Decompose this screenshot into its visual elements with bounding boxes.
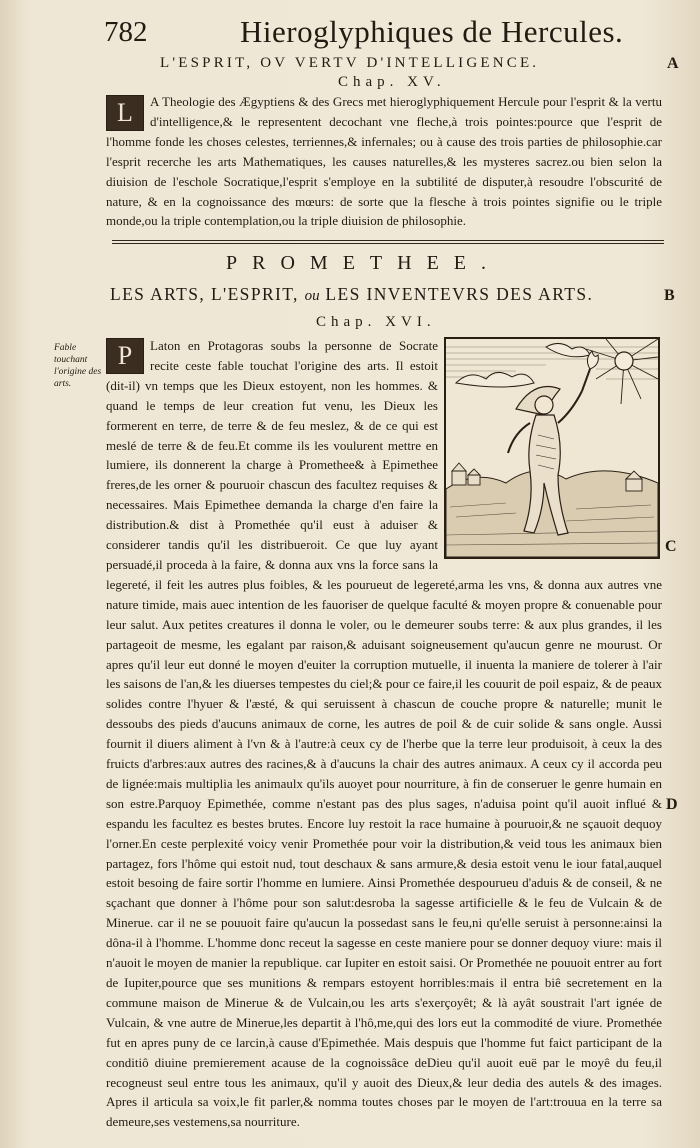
dropcap-l	[106, 95, 144, 131]
subtitle-part-b: LES INVENTEVRS DES ARTS.	[325, 284, 594, 304]
promethee-subtitle	[110, 284, 593, 305]
page-number: 782	[104, 16, 148, 48]
illustration-spacer	[438, 336, 662, 560]
dropcap-letter-p: P	[117, 341, 133, 370]
margin-note: Fable touchant l'origine des arts.	[54, 343, 102, 389]
dropcap-letter: L	[117, 98, 133, 127]
chapter-xvi-text	[106, 336, 662, 1130]
section-title: L'ESPRIT, OV VERTV D'INTELLIGENCE.	[160, 55, 540, 71]
chapter-xvi-paragraph: Laton en Protagoras soubs la personne de Socrate recite ceste fable touchat l'origine des arts. Il estoit (dit-il) vn temps que les Dieux estoyent, non les hommes. & quand le temps de leur creation fut venu, les Dieux les formerent en terre, de terre & de feu meslez, & de ce qui est meslé de terre & de feu.Et comme ils les voulurent mettre en lumiere, ils donnerent la charge à Promethee& à Epimethee freres,de les orner & pouruoir chascun des facultez requises & necessaires. Mais Epimethee demanda la charge d'en faire la distribution.& dist à Promethée qu'il eust à aduiser & considerer tandis qu'il les distribueroit. Ce que luy ayant persuadé,il proceda à la faire, & donna aux vns la force sans la legereté, il feit les autres plus foibles, & les pourueut de legereté,arma les vns, & donna aux autres vne nature timide, mais auec intention de les fauoriser de quelque faculté & moyen propre & conuenable pour leur salut. Aux petites creatures il donna le voler, ou le demeurer soubs terre: & aux plus grandes, il les partageoit de mesme, les egalant par raison,& aduisant soigneusement qu'aucun genre ne mourust. Or apres qu'il leur eut donné le moyen d'euiter la corruption mutuelle, il inuenta la maniere de tolerer à l'air les saisons de l'an,& les diuerses tempestes du ciel;& pour ce faire,il les couurit de poil espaiz, & de peaux solides contre l'hyuer & l'æsté, & qui seruissent à chascun de couche propre & naturelle; munit le dessoubs des pieds d'aucuns animaux de corne, les autres de poil & de cuir solide & sans ongle. Aussi fournit il diuers aliment à l'vn & à l'autre:à ceux cy de l'herbe que la terre leur produisoit, à ceux la des fruicts d'arbres:aux autres des racines,& à d'aucuns la chair des autres animaux. A ceux cy il accorda peu de lignée:mais multiplia les animaulx qu'ils auoyet pour nourriture, à fin de conseruer le genre humain en son estre.Parquoy Epimethée, comme n'estant pas des plus sages, n'aduisa point qu'il auoit influé & espandu les facultez es bestes brutes. Encore luy restoit la race humaine à pouruoir,& ne sçauoit dequoy l'orner.En ceste perplexité voicy venir Promethée pour voir la distribution,& veid tous les animaux bien partagez, fors l'hôme qui estoit nud, tout deschaux & sans armure,& desia estoit venu le iour fatal,auquel estoit besoing de faire sortir l'homme en lumiere. Ainsi Promethée despourueu d'aduis & de conseil, & ne sçachant que donner à l'hôme pour son salut:desroba la sagesse artificielle & le feu de Vulcain & de Minerue. car il ne se pouuoit faire qu'aucun la possedast sans le feu,ni qu'elle seruist à personne:ainsi la dôna-il à l'homme. L'homme donc receut la sagesse en ceste maniere pour se donner dequoy viure: mais il n'auoit le moyen de manier la republique. car Iupiter en estoit saisi. Or Promethée ne pouuoit entrer au fort de Iupiter,pource que ses munitions & rempars estoyent horribles:mais il entra biê secretement en la commune maison de Minerue & de Vulcain,ou les arts s'exerçoyêt; & là ayât soustrait l'art ignée de Vulcain, & vne autre de Minerue,les departit à l'hô,me,qui des lors eut la commodité de viure. Promethée fut en apres puny de ce larcin,à cause d'Epimethée. Mais despuis que l'homme fut faict participant de la conditiô diuine premierement acause de la cognoissâce deDieu qu'il auoit euë par le moyê du feu,il recogneust seul entre tous les animaux, qu'il y auoit des Dieux,& leur dedia des autels & des images. Apres il articula sa voix,le fit parler,& nomma toutes choses par le moyen de l'art:trouua en la terre sa demeure,ses vestemens,sa nourriture.	[106, 338, 662, 1130]
running-title: Hieroglyphiques de Hercules.	[240, 14, 624, 49]
margin-signature-c: C	[665, 538, 677, 555]
subtitle-ou: ou	[304, 288, 320, 304]
dropcap-p	[106, 338, 144, 374]
subtitle-part-a: LES ARTS, L'ESPRIT,	[110, 284, 299, 304]
page-header	[100, 14, 660, 54]
chapter-xv-paragraph: A Theologie des Ægyptiens & des Grecs met hieroglyphiquement Hercule pour l'esprit & la vertu d'intelligence,& le representent decochant vne fleche,à trois pointes:pource que l'esprit de l'homme fonde les choses celestes, terriennes,& infernales; ou à cause des trois parties de philosophie.car l'esprit recerche les arts Mathematiques, les causes naturelles,& les mysteres sacrez.ou bien selon la diuision de l'eschole Socratique,l'esprit s'employe en la subtilité de disputer,à resoudre l'obscurité de nature, & en la cognoissance des mœurs: de sorte que la flesche à trois pointes signifie ou le triple monde,ou la triple contemplation,ou la triple diuision de philosophie.	[106, 94, 662, 229]
chapter-heading-xvi: Chap. XVI.	[316, 314, 436, 330]
margin-signature-b: B	[664, 287, 675, 304]
promethee-title: PROMETHEE.	[226, 252, 501, 274]
margin-signature-a: A	[667, 55, 679, 72]
chapter-heading-xv: Chap. XV.	[338, 74, 446, 90]
section-divider	[112, 240, 664, 244]
margin-signature-d: D	[666, 796, 678, 813]
chapter-xv-text	[106, 92, 662, 232]
